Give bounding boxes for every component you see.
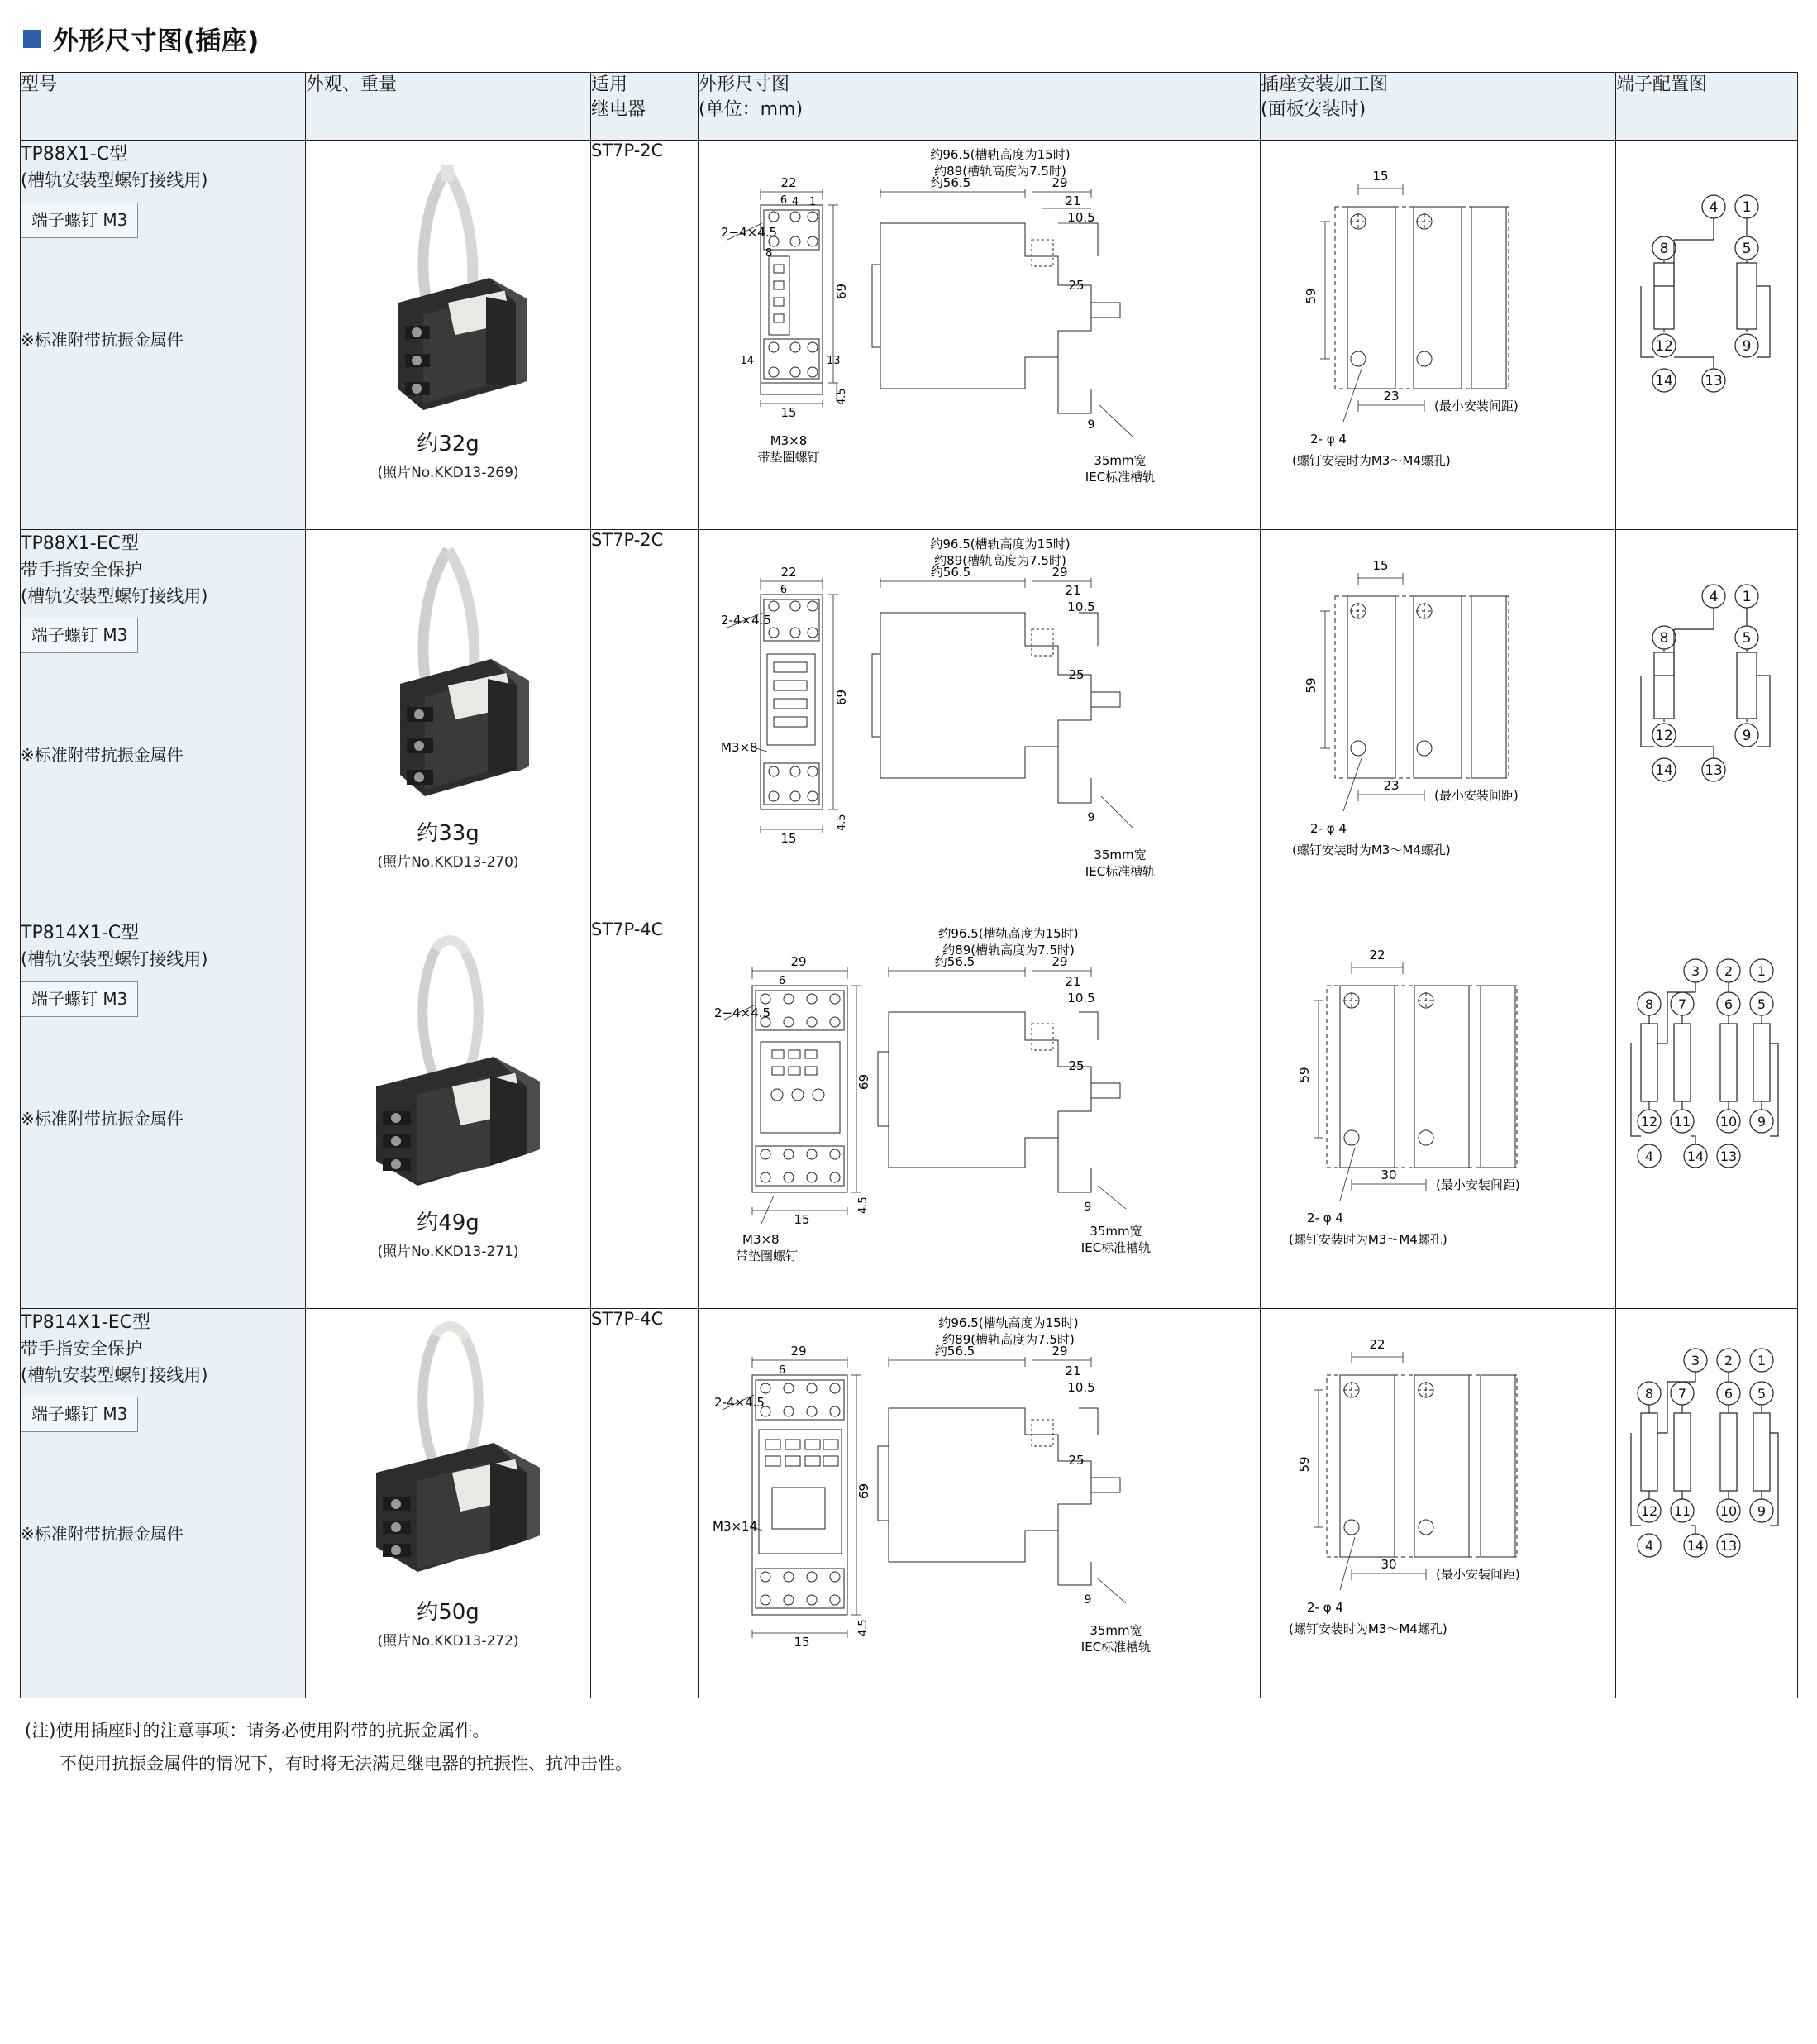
dim-washer-screw: 带垫圈螺钉 [735, 1249, 798, 1263]
page-title [23, 20, 1797, 57]
dim-25: 25 [1067, 1058, 1085, 1073]
dim-m3x8: M3×8 [720, 740, 758, 755]
rail-note-2: IEC标准槽轨 [1080, 1240, 1151, 1255]
dim-29: 29 [1051, 565, 1068, 580]
rail-note-2: IEC标准槽轨 [1085, 864, 1155, 879]
terminal-layout-cell [1616, 141, 1798, 530]
photo-number: (照片No.KKD13-270) [377, 854, 519, 871]
pin-11: 11 [1673, 1114, 1691, 1129]
rail-note-2: IEC标准槽轨 [1085, 470, 1155, 485]
photo-number: (照片No.KKD13-269) [377, 465, 519, 481]
dim-56p5: 约56.5 [934, 1344, 975, 1359]
weight-label: 约49g [417, 1211, 479, 1235]
dim-6: 6 [780, 584, 787, 596]
column-header-relay: 适用 继电器 [591, 73, 699, 141]
pin-4: 4 [1644, 1538, 1654, 1554]
model-cell [21, 1309, 306, 1698]
dim-25: 25 [1067, 278, 1085, 293]
dim-10p5: 10.5 [1066, 210, 1095, 225]
model-cell [21, 141, 306, 530]
rail-note-1: 35mm宽 [1089, 1623, 1142, 1638]
mount-dim-23: 23 [1383, 778, 1400, 793]
pin-14: 14 [1655, 373, 1673, 389]
mount-dim-59: 59 [1304, 677, 1319, 694]
dim-56p5: 约56.5 [930, 175, 970, 190]
table-row [21, 919, 1798, 1309]
pin-2: 2 [1724, 963, 1734, 979]
socket-photo [320, 924, 576, 1197]
photo-number: (照片No.KKD13-271) [377, 1244, 519, 1260]
pin-5: 5 [1757, 996, 1767, 1012]
mount-hole-note: (螺钉安装时为M3～M4螺孔) [1292, 453, 1451, 468]
relay-cell [591, 141, 699, 530]
anti-vibration-note: ※标准附带抗振金属件 [21, 329, 184, 350]
pin-13: 13 [1705, 762, 1723, 779]
dim-2-4x4.5: 2-4×4.5 [720, 613, 771, 628]
footnote-line-2: 不使用抗振金属件的情况下，有时将无法满足继电器的抗振性、抗冲击性。 [60, 1753, 632, 1774]
model-sub-0: (槽轨安装型螺钉接线用) [21, 949, 208, 969]
photo-cell [306, 141, 591, 530]
model-name: TP814X1-EC型 [21, 1312, 150, 1333]
dim-15: 15 [780, 405, 797, 420]
pin-5: 5 [1757, 1386, 1767, 1402]
socket-photo [320, 1314, 576, 1587]
pin-14: 14 [1686, 1538, 1705, 1554]
footnote-line-1: (注)使用插座时的注意事项：请务必使用附带的抗振金属件。 [25, 1721, 490, 1741]
dim-9: 9 [1084, 1593, 1091, 1607]
mount-hole-label: 2- φ 4 [1307, 1211, 1343, 1225]
model-cell [21, 530, 306, 919]
relay-cell [591, 530, 699, 919]
screw-badge: 端子螺钉 M3 [21, 203, 138, 238]
dim-21: 21 [1064, 974, 1081, 989]
dim-10p5: 10.5 [1066, 991, 1095, 1005]
column-header-photo: 外观、重量 [306, 73, 591, 141]
mount-hole-note: (螺钉安装时为M3～M4螺孔) [1289, 1621, 1447, 1636]
terminal-layout-cell [1616, 919, 1798, 1309]
dim-2-4x4.5: 2−4×4.5 [713, 1005, 770, 1020]
pin-8: 8 [1659, 241, 1669, 257]
anti-vibration-note: ※标准附带抗振金属件 [21, 1108, 184, 1129]
dim-14: 14 [739, 355, 754, 367]
model-name: TP88X1-C型 [21, 144, 128, 165]
dim-22: 22 [780, 175, 797, 190]
pin-10: 10 [1719, 1503, 1738, 1519]
relay-model: ST7P-2C [591, 141, 664, 160]
mount-dim-30: 30 [1381, 1168, 1397, 1182]
photo-number: (照片No.KKD13-272) [377, 1633, 519, 1650]
footnotes [25, 1715, 1797, 1781]
dim-25: 25 [1067, 1453, 1085, 1468]
pin-8: 8 [1644, 1386, 1654, 1402]
dim-m3x8: M3×8 [742, 1232, 780, 1247]
mount-dim-22: 22 [1369, 948, 1385, 962]
dim-25: 25 [1067, 667, 1085, 682]
rail-note-2: IEC标准槽轨 [1080, 1640, 1151, 1655]
pin-9: 9 [1742, 338, 1752, 355]
dimension-drawing-cell [699, 919, 1261, 1309]
anti-vibration-note: ※标准附带抗振金属件 [21, 745, 184, 765]
model-sub-1: (槽轨安装型螺钉接线用) [21, 585, 208, 606]
dim-top-label-2: 约89(槽轨高度为7.5时) [933, 553, 1066, 568]
mount-dim-59: 59 [1304, 288, 1319, 304]
pin-13: 13 [1719, 1149, 1738, 1164]
relay-cell [591, 1309, 699, 1698]
model-name: TP88X1-EC型 [21, 533, 139, 554]
pin-1: 1 [1742, 199, 1752, 216]
pin-10: 10 [1719, 1114, 1738, 1129]
dim-6: 6 [778, 1364, 785, 1377]
pin-9: 9 [1757, 1503, 1767, 1519]
pin-4: 4 [1709, 589, 1719, 605]
spacer [21, 241, 305, 316]
column-header-dimension: 外形尺寸图 (单位：mm) [699, 73, 1261, 141]
dim-top-label-1: 约96.5(槽轨高度为15时) [929, 537, 1071, 552]
model-sub-1: (槽轨安装型螺钉接线用) [21, 1364, 208, 1385]
dim-13: 13 [826, 355, 841, 367]
spacer [21, 1435, 305, 1510]
weight-label: 约32g [417, 432, 479, 456]
pin-6: 6 [1724, 996, 1734, 1012]
model-sub-0: (槽轨安装型螺钉接线用) [21, 170, 208, 190]
dim-69: 69 [833, 689, 849, 705]
pin-12: 12 [1640, 1503, 1658, 1519]
table-row [21, 141, 1798, 530]
weight-label: 约33g [417, 821, 479, 846]
mount-hole-note: (螺钉安装时为M3～M4螺孔) [1289, 1232, 1447, 1247]
mount-hole-label: 2- φ 4 [1310, 821, 1347, 836]
mount-dim-22: 22 [1369, 1337, 1385, 1352]
pin-8: 8 [1659, 630, 1669, 647]
mount-dim-30: 30 [1381, 1557, 1397, 1572]
dim-washer-screw: 带垫圈螺钉 [756, 450, 820, 465]
pin-12: 12 [1655, 338, 1673, 355]
dim-top-label-2: 约89(槽轨高度为7.5时) [933, 164, 1066, 179]
pin-9: 9 [1757, 1114, 1767, 1129]
pin-5: 5 [1742, 241, 1752, 257]
pin-12: 12 [1655, 728, 1673, 744]
dim-56p5: 约56.5 [930, 565, 970, 580]
dim-top-label-1: 约96.5(槽轨高度为15时) [929, 147, 1071, 162]
pin-4: 4 [1709, 199, 1719, 216]
model-name: TP814X1-C型 [21, 923, 140, 943]
column-header-terminal: 端子配置图 [1616, 73, 1798, 141]
mount-dim-23: 23 [1383, 389, 1400, 404]
dim-15: 15 [793, 1212, 810, 1227]
pin-6: 6 [1724, 1386, 1734, 1402]
dim-10p5: 10.5 [1066, 1380, 1095, 1395]
mount-dim-59: 59 [1297, 1067, 1312, 1083]
model-cell [21, 919, 306, 1309]
dim-m3x8: M3×8 [770, 433, 807, 448]
dim-15: 15 [793, 1635, 810, 1650]
terminal-layout-cell [1616, 530, 1798, 919]
dim-69: 69 [856, 1483, 871, 1499]
rail-note-1: 35mm宽 [1093, 453, 1147, 468]
mount-min-pitch: (最小安装间距) [1434, 399, 1519, 413]
pin-14: 14 [1655, 762, 1673, 779]
page-title-text: 外形尺寸图(插座) [53, 26, 260, 56]
dimension-drawing-cell [699, 530, 1261, 919]
pin-2: 2 [1724, 1353, 1734, 1368]
dim-15: 15 [780, 831, 797, 846]
pin-3: 3 [1691, 963, 1700, 979]
table-row [21, 1309, 1798, 1698]
pin-3: 3 [1691, 1353, 1700, 1368]
photo-cell [306, 530, 591, 919]
pin-12: 12 [1640, 1114, 1658, 1129]
dim-2-4x4.5: 2-4×4.5 [713, 1395, 765, 1410]
weight-label: 约50g [417, 1600, 479, 1625]
dim-top-label-1: 约96.5(槽轨高度为15时) [937, 926, 1079, 941]
dim-top-label-2: 约89(槽轨高度为7.5时) [942, 1332, 1075, 1347]
model-sub-0: 带手指安全保护 [21, 1339, 142, 1359]
relay-model: ST7P-4C [591, 1309, 664, 1329]
mounting-drawing-cell [1261, 1309, 1616, 1698]
dim-21: 21 [1064, 193, 1081, 208]
dim-6: 6 [780, 194, 787, 207]
mount-dim-15: 15 [1372, 169, 1389, 184]
relay-model: ST7P-2C [591, 530, 664, 550]
dim-56p5: 约56.5 [934, 954, 975, 969]
column-header-mounting: 插座安装加工图 (面板安装时) [1261, 73, 1616, 141]
screw-badge: 端子螺钉 M3 [21, 1397, 138, 1432]
table-body [21, 141, 1798, 1698]
dim-top-label-1: 约96.5(槽轨高度为15时) [937, 1316, 1079, 1330]
pin-1: 1 [1757, 963, 1767, 979]
table-row [21, 530, 1798, 919]
dim-21: 21 [1064, 583, 1081, 598]
dim-4p5: 4.5 [835, 814, 848, 831]
pin-7: 7 [1677, 996, 1687, 1012]
dim-8: 8 [765, 247, 772, 260]
spacer [21, 1020, 305, 1095]
socket-photo [324, 535, 572, 808]
dim-9: 9 [1087, 811, 1094, 824]
dimension-drawing-cell [699, 1309, 1261, 1698]
socket-photo [324, 146, 572, 418]
mount-dim-15: 15 [1372, 558, 1389, 573]
model-sub-0: 带手指安全保护 [21, 560, 142, 580]
dim-21: 21 [1064, 1363, 1081, 1378]
dim-29b: 29 [1051, 954, 1068, 969]
pin-8: 8 [1644, 996, 1654, 1012]
terminal-layout-cell [1616, 1309, 1798, 1698]
dim-2-4x4.5: 2−4×4.5 [720, 225, 777, 240]
dim-4p5: 4.5 [856, 1196, 870, 1214]
socket-dimensions-table [20, 72, 1798, 1698]
dim-29b: 29 [1051, 1344, 1068, 1359]
table-header-row [21, 73, 1798, 141]
pin-9: 9 [1742, 728, 1752, 744]
mount-hole-label: 2- φ 4 [1310, 432, 1347, 447]
mount-dim-59: 59 [1297, 1456, 1312, 1473]
pin-1: 1 [1742, 589, 1752, 605]
rail-note-1: 35mm宽 [1089, 1224, 1142, 1239]
dim-22: 22 [780, 565, 797, 580]
dim-69: 69 [833, 283, 849, 299]
pin-11: 11 [1673, 1503, 1691, 1519]
mount-min-pitch: (最小安装间距) [1434, 788, 1519, 803]
dim-6: 6 [778, 975, 785, 987]
relay-cell [591, 919, 699, 1309]
section-marker-icon [23, 30, 41, 48]
dim-9: 9 [1084, 1201, 1091, 1214]
screw-badge: 端子螺钉 M3 [21, 618, 138, 653]
spacer [21, 657, 305, 731]
photo-cell [306, 1309, 591, 1698]
dim-4p5: 4.5 [856, 1619, 870, 1636]
pin-7: 7 [1677, 1386, 1687, 1402]
mount-min-pitch: (最小安装间距) [1436, 1567, 1520, 1582]
dim-4: 4 [791, 196, 799, 208]
dim-10p5: 10.5 [1066, 599, 1095, 614]
rail-note-1: 35mm宽 [1093, 848, 1147, 862]
relay-model: ST7P-4C [591, 919, 664, 939]
column-header-model: 型号 [21, 73, 306, 141]
mounting-drawing-cell [1261, 141, 1616, 530]
pin-14: 14 [1686, 1149, 1705, 1164]
pin-13: 13 [1705, 373, 1723, 389]
dim-29: 29 [789, 1344, 807, 1359]
pin-4: 4 [1644, 1149, 1654, 1164]
dim-9: 9 [1087, 418, 1094, 432]
dim-m3x14: M3×14 [712, 1519, 757, 1534]
dim-29: 29 [1051, 175, 1068, 190]
mount-hole-note: (螺钉安装时为M3～M4螺孔) [1292, 843, 1451, 857]
dim-4p5: 4.5 [835, 388, 848, 405]
screw-badge: 端子螺钉 M3 [21, 981, 138, 1017]
photo-cell [306, 919, 591, 1309]
mount-hole-label: 2- φ 4 [1307, 1600, 1343, 1615]
mounting-drawing-cell [1261, 919, 1616, 1309]
mount-min-pitch: (最小安装间距) [1436, 1177, 1520, 1192]
dim-top-label-2: 约89(槽轨高度为7.5时) [942, 943, 1075, 958]
pin-5: 5 [1742, 630, 1752, 647]
anti-vibration-note: ※标准附带抗振金属件 [21, 1524, 184, 1544]
pin-13: 13 [1719, 1538, 1738, 1554]
mounting-drawing-cell [1261, 530, 1616, 919]
pin-1: 1 [1757, 1353, 1767, 1368]
dim-1: 1 [808, 196, 816, 208]
dim-69: 69 [856, 1073, 871, 1090]
dimension-drawing-cell [699, 141, 1261, 530]
dim-29: 29 [789, 954, 807, 969]
